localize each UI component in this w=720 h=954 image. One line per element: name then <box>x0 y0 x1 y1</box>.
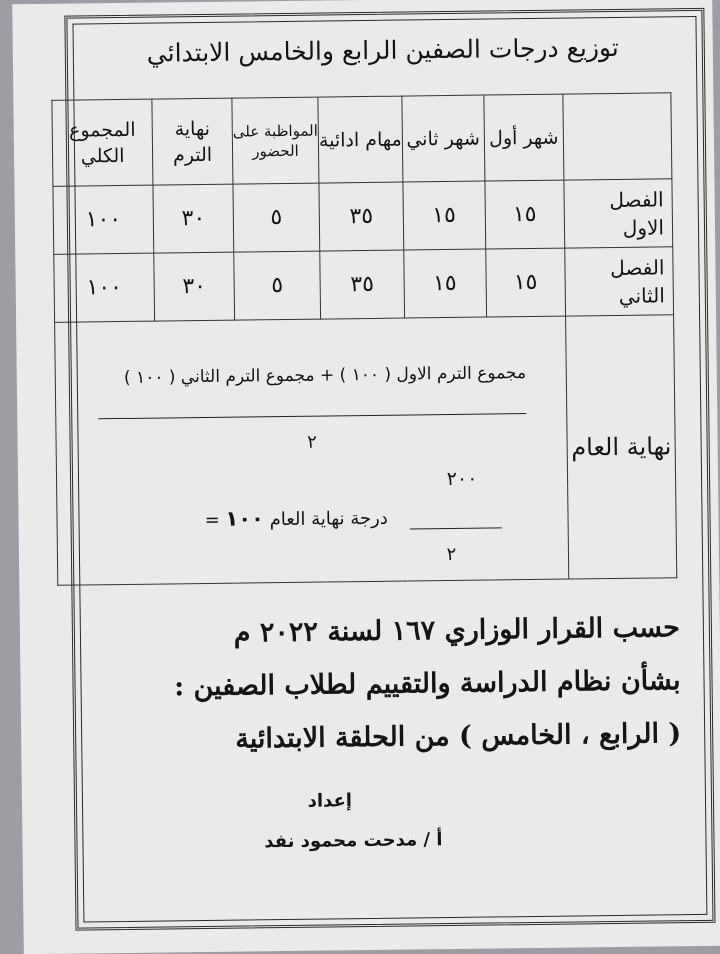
cell-value: ٥ <box>233 183 320 252</box>
fraction-bar-small <box>410 527 502 529</box>
cell-value: ٣٠ <box>153 184 234 253</box>
table-row <box>53 179 673 255</box>
header-term-end: نهاية الترم <box>152 98 233 185</box>
year-end-label: نهاية العام <box>566 315 677 579</box>
table-row <box>54 247 674 323</box>
cell-value: ٥ <box>234 251 321 320</box>
decree-line: بشأن نظام الدراسة والتقييم لطلاب الصفين : <box>173 665 681 703</box>
formula-denominator: ٢ <box>307 431 318 453</box>
header-month-1: شهر أول <box>483 94 564 181</box>
cell-value: ٣٥ <box>320 250 405 319</box>
cell-value: ١٥ <box>404 249 487 318</box>
cell-value: ١٠٠ <box>54 253 155 322</box>
cell-value: ١٠٠ <box>53 185 154 254</box>
year-end-formula <box>55 316 569 585</box>
formula-value-200: ٢٠٠ <box>446 467 478 491</box>
cell-value: ٣٠ <box>154 252 235 321</box>
year-end-row <box>55 315 677 586</box>
fraction-bar <box>99 413 527 419</box>
cell-value: ١٥ <box>485 248 566 317</box>
author-name: أ / مدحت محمود نفد <box>264 829 443 853</box>
grades-table <box>51 92 677 586</box>
header-attendance: المواظبة على الحضور <box>232 97 319 184</box>
result-text: درجة نهاية العام <box>269 507 388 531</box>
document-sheet <box>12 0 720 954</box>
decree-line: ( الرابع ، الخامس ) من الحلقة الابتدائية <box>235 718 682 755</box>
formula-result <box>204 505 387 531</box>
formula-value-2: ٢ <box>446 543 457 566</box>
cell-value: ١٥ <box>484 180 565 249</box>
result-equals: = <box>204 509 220 531</box>
corner-cell <box>563 93 672 180</box>
document-title: توزيع درجات الصفين الرابع والخامس الابتدائي <box>146 32 619 68</box>
prepared-by-label: إعداد <box>307 790 353 812</box>
decree-line: حسب القرار الوزاري ١٦٧ لسنة ٢٠٢٢ م <box>233 612 681 649</box>
result-number: ١٠٠ <box>225 506 265 531</box>
cell-value: ٣٥ <box>319 182 404 251</box>
formula-numerator: مجموع الترم الاول ( ١٠٠ ) + مجموع الترم الثاني ( ١٠٠ ) <box>123 363 527 388</box>
row-label-term-2: الفصل الثاني <box>565 247 674 316</box>
decree-text <box>60 601 682 768</box>
header-tasks: مهام ادائية <box>318 96 403 183</box>
cell-value: ١٥ <box>403 181 486 250</box>
header-total: المجموع الكلي <box>52 99 153 186</box>
header-month-2: شهر ثاني <box>402 95 485 182</box>
row-label-term-1: الفصل الاول <box>564 179 673 248</box>
table-header-row <box>52 93 672 187</box>
